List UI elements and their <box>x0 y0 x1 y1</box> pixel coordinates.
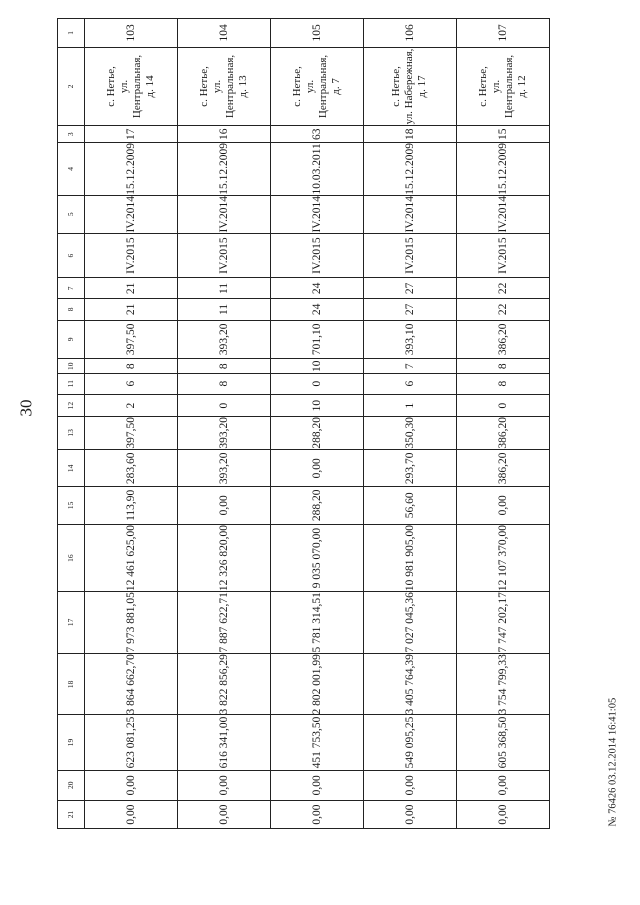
cell-value: 12 461 625,00 <box>125 524 137 591</box>
table-cell <box>85 374 178 394</box>
address-text: с. Нетье, ул. Центральная, д. 14 <box>105 54 156 118</box>
table-cell <box>457 715 550 771</box>
cell-value: 12 326 820,00 <box>218 524 230 591</box>
table-cell <box>85 19 178 48</box>
table-cell <box>457 394 550 416</box>
table-cell <box>364 233 457 277</box>
cell-value: IV.2015 <box>311 236 323 274</box>
table-cell <box>178 233 271 277</box>
table-cell <box>178 277 271 299</box>
table-cell <box>364 277 457 299</box>
cell-value: 21 <box>125 304 137 316</box>
cell-value: 12 107 370,00 <box>497 524 509 591</box>
cell-value: 21 <box>125 282 137 294</box>
table-cell <box>85 394 178 416</box>
cell-value: 27 <box>404 282 416 294</box>
data-table-sheet <box>57 18 550 829</box>
cell-value: 9 035 070,00 <box>311 527 323 589</box>
column-number-cell <box>58 591 85 653</box>
cell-value: 3 405 764,39 <box>404 653 416 715</box>
table-cell <box>364 416 457 449</box>
table-cell <box>457 374 550 394</box>
cell-value: IV.2014 <box>497 195 509 233</box>
table-cell <box>364 524 457 591</box>
cell-value: IV.2015 <box>125 236 137 274</box>
column-number: 10 <box>66 362 76 370</box>
column-number: 13 <box>66 429 76 437</box>
table-cell <box>271 524 364 591</box>
table-cell <box>364 771 457 801</box>
cell-value: 0,00 <box>311 457 323 478</box>
cell-value: 3 754 799,33 <box>497 653 509 715</box>
data-table <box>57 18 550 829</box>
table-cell <box>364 449 457 487</box>
cell-value: 63 <box>311 128 323 140</box>
table-cell <box>457 321 550 359</box>
table-cell <box>85 277 178 299</box>
table-cell <box>457 233 550 277</box>
cell-value: 15.12.2009 <box>125 143 137 195</box>
table-cell <box>271 233 364 277</box>
column-number-cell <box>58 394 85 416</box>
cell-value: 15.12.2009 <box>497 143 509 195</box>
cell-value: 0,00 <box>125 775 137 796</box>
table-cell <box>178 653 271 715</box>
table-cell <box>85 771 178 801</box>
cell-value: 393,20 <box>218 416 230 449</box>
column-number: 17 <box>66 618 76 627</box>
cell-value: IV.2014 <box>125 195 137 233</box>
address-cell <box>271 47 364 125</box>
cell-value: 56,60 <box>404 492 416 519</box>
cell-value: 7 887 622,71 <box>218 592 230 653</box>
column-number-cell <box>58 277 85 299</box>
table-cell <box>85 358 178 373</box>
table-cell <box>364 125 457 143</box>
address-cell <box>457 47 550 125</box>
cell-value: 5 781 314,51 <box>311 592 323 653</box>
cell-value: IV.2015 <box>218 236 230 274</box>
column-number: 16 <box>66 554 76 562</box>
address-cell <box>364 47 457 125</box>
column-number-cell <box>58 449 85 487</box>
table-cell <box>178 800 271 828</box>
column-number-cell <box>58 416 85 449</box>
cell-value: 701,10 <box>311 323 323 356</box>
cell-value: 10.03.2011 <box>311 143 323 195</box>
cell-value: 393,10 <box>404 323 416 356</box>
table-cell <box>178 358 271 373</box>
table-cell <box>457 487 550 525</box>
cell-value: 27 <box>404 304 416 316</box>
cell-value: 386,20 <box>497 323 509 356</box>
cell-value: 113,90 <box>125 489 137 522</box>
table-cell <box>364 653 457 715</box>
table-cell <box>271 653 364 715</box>
cell-value: 18 <box>404 128 416 140</box>
cell-value: 10 981 905,00 <box>404 524 416 591</box>
registration-stamp <box>606 608 620 828</box>
cell-value: 22 <box>497 282 509 294</box>
cell-value: 393,20 <box>218 323 230 356</box>
cell-value: 0,00 <box>218 804 230 825</box>
table-cell <box>457 416 550 449</box>
cell-value: 103 <box>125 24 137 42</box>
table-cell <box>178 715 271 771</box>
column-number: 7 <box>66 286 76 290</box>
table-cell <box>178 524 271 591</box>
table-cell <box>178 449 271 487</box>
column-number: 1 <box>66 31 76 35</box>
table-row <box>178 19 271 829</box>
cell-value: 0 <box>218 402 230 409</box>
column-number-cell <box>58 487 85 525</box>
cell-value: 104 <box>218 24 230 42</box>
table-cell <box>271 277 364 299</box>
cell-value: 397,50 <box>125 416 137 449</box>
cell-value: 0 <box>497 402 509 409</box>
cell-value: 6 <box>404 381 416 387</box>
cell-value: 8 <box>497 363 509 369</box>
address-text: с. Нетье, ул. Набережная, д. 17 <box>390 48 429 125</box>
column-number: 11 <box>66 380 76 388</box>
table-cell <box>457 299 550 321</box>
table-cell <box>271 143 364 196</box>
table-cell <box>457 449 550 487</box>
cell-value: 623 081,25 <box>125 716 137 769</box>
table-cell <box>457 195 550 233</box>
cell-value: 15.12.2009 <box>404 143 416 195</box>
table-cell <box>364 19 457 48</box>
cell-value: 3 822 856,29 <box>218 653 230 715</box>
table-cell <box>85 299 178 321</box>
table-cell <box>364 143 457 196</box>
cell-value: 2 802 001,99 <box>311 653 323 715</box>
table-cell <box>271 374 364 394</box>
table-cell <box>178 195 271 233</box>
address-text: с. Нетье, ул. Центральная, д. 13 <box>198 54 249 118</box>
cell-value: 7 973 881,05 <box>125 592 137 653</box>
table-cell <box>85 195 178 233</box>
column-number-cell <box>58 233 85 277</box>
cell-value: 8 <box>497 381 509 387</box>
cell-value: 15.12.2009 <box>218 143 230 195</box>
table-cell <box>85 487 178 525</box>
column-number: 12 <box>66 401 76 410</box>
address-text: с. Нетье, ул. Центральная, д. 7 <box>291 54 342 118</box>
cell-value: 0,00 <box>497 775 509 796</box>
stamp-text: № 76426 03.12.2014 16:41:05 <box>607 697 619 827</box>
table-cell <box>457 125 550 143</box>
table-cell <box>271 771 364 801</box>
cell-value: 8 <box>218 381 230 387</box>
cell-value: IV.2014 <box>218 195 230 233</box>
table-cell <box>178 771 271 801</box>
table-cell <box>178 487 271 525</box>
column-number-cell <box>58 800 85 828</box>
cell-value: 605 368,50 <box>497 716 509 769</box>
cell-value: 451 753,50 <box>311 716 323 769</box>
table-cell <box>364 487 457 525</box>
cell-value: 616 341,00 <box>218 716 230 769</box>
table-row <box>457 19 550 829</box>
address-cell <box>178 47 271 125</box>
table-cell <box>178 299 271 321</box>
column-number: 4 <box>66 167 76 171</box>
table-cell <box>271 715 364 771</box>
cell-value: 11 <box>218 282 230 294</box>
cell-value: 22 <box>497 304 509 316</box>
table-cell <box>364 321 457 359</box>
cell-value: 6 <box>125 381 137 387</box>
table-cell <box>85 416 178 449</box>
table-cell <box>85 321 178 359</box>
column-number: 9 <box>66 337 76 342</box>
column-number-cell <box>58 47 85 125</box>
table-cell <box>271 125 364 143</box>
table-cell <box>457 143 550 196</box>
cell-value: IV.2015 <box>404 236 416 274</box>
cell-value: 0,00 <box>311 804 323 825</box>
column-number: 15 <box>66 501 76 510</box>
cell-value: 0,00 <box>497 804 509 825</box>
table-cell <box>457 800 550 828</box>
cell-value: 393,20 <box>218 452 230 484</box>
page-number: 30 <box>16 399 36 417</box>
cell-value: IV.2015 <box>497 236 509 274</box>
table-cell <box>364 715 457 771</box>
table-cell <box>271 416 364 449</box>
cell-value: 0,00 <box>311 775 323 796</box>
table-cell <box>178 19 271 48</box>
table-cell <box>457 771 550 801</box>
column-number-cell <box>58 358 85 373</box>
cell-value: 7 747 202,17 <box>497 592 509 653</box>
column-number-cell <box>58 771 85 801</box>
cell-value: 0 <box>311 381 323 387</box>
column-number-cell <box>58 125 85 143</box>
column-number-cell <box>58 524 85 591</box>
cell-value: 8 <box>125 363 137 369</box>
table-cell <box>178 374 271 394</box>
table-cell <box>364 800 457 828</box>
cell-value: 397,50 <box>125 323 137 356</box>
cell-value: 106 <box>404 24 416 42</box>
cell-value: 15 <box>497 128 509 140</box>
cell-value: 2 <box>125 402 137 409</box>
table-cell <box>364 591 457 653</box>
table-cell <box>271 321 364 359</box>
table-cell <box>457 524 550 591</box>
table-cell <box>457 19 550 48</box>
table-row <box>364 19 457 829</box>
table-cell <box>178 394 271 416</box>
table-cell <box>457 277 550 299</box>
cell-value: 0,00 <box>497 495 509 516</box>
cell-value: 386,20 <box>497 416 509 449</box>
table-cell <box>364 299 457 321</box>
table-cell <box>178 125 271 143</box>
column-number: 18 <box>66 680 76 688</box>
cell-value: 11 <box>218 304 230 316</box>
table-cell <box>85 125 178 143</box>
cell-value: 107 <box>497 24 509 42</box>
table-cell <box>85 715 178 771</box>
cell-value: 0,00 <box>218 775 230 796</box>
cell-value: 549 095,25 <box>404 716 416 769</box>
cell-value: 0,00 <box>125 804 137 825</box>
column-number: 14 <box>66 464 76 472</box>
cell-value: 283,60 <box>125 452 137 484</box>
table-cell <box>364 374 457 394</box>
table-cell <box>85 233 178 277</box>
column-number-cell <box>58 19 85 48</box>
table-cell <box>457 653 550 715</box>
cell-value: 24 <box>311 304 323 316</box>
table-cell <box>271 19 364 48</box>
column-number: 21 <box>66 810 76 819</box>
table-cell <box>178 143 271 196</box>
column-number: 3 <box>66 132 76 136</box>
column-number: 2 <box>66 84 76 89</box>
table-cell <box>271 449 364 487</box>
table-cell <box>457 591 550 653</box>
cell-value: 17 <box>125 128 137 140</box>
cell-value: 7 <box>404 363 416 369</box>
cell-value: 293,70 <box>404 452 416 484</box>
address-text: с. Нетье, ул. Центральная, д. 12 <box>477 54 528 118</box>
table-cell <box>271 195 364 233</box>
cell-value: IV.2014 <box>311 195 323 233</box>
table-cell <box>271 591 364 653</box>
column-number: 5 <box>66 212 76 217</box>
column-number-cell <box>58 374 85 394</box>
table-cell <box>178 321 271 359</box>
table-cell <box>178 591 271 653</box>
cell-value: 7 027 045,36 <box>404 592 416 653</box>
cell-value: 288,20 <box>311 489 323 522</box>
cell-value: 24 <box>311 282 323 294</box>
cell-value: 386,20 <box>497 452 509 484</box>
cell-value: 0,00 <box>218 495 230 516</box>
cell-value: 8 <box>218 363 230 369</box>
column-number: 19 <box>66 739 76 747</box>
column-number-cell <box>58 143 85 196</box>
column-number-cell <box>58 299 85 321</box>
column-number-row <box>58 19 85 829</box>
column-number: 6 <box>66 253 76 257</box>
table-cell <box>271 394 364 416</box>
cell-value: 1 <box>404 402 416 409</box>
column-number: 20 <box>66 781 76 790</box>
table-cell <box>178 416 271 449</box>
table-cell <box>271 358 364 373</box>
column-number-cell <box>58 321 85 359</box>
table-cell <box>85 143 178 196</box>
cell-value: 0,00 <box>404 775 416 796</box>
cell-value: 288,20 <box>311 416 323 449</box>
column-number-cell <box>58 715 85 771</box>
table-cell <box>85 524 178 591</box>
cell-value: 10 <box>311 399 323 412</box>
table-cell <box>364 394 457 416</box>
table-cell <box>271 299 364 321</box>
column-number-cell <box>58 195 85 233</box>
cell-value: 3 864 662,70 <box>125 653 137 715</box>
cell-value: 16 <box>218 128 230 140</box>
cell-value: 10 <box>311 360 323 372</box>
table-row <box>271 19 364 829</box>
cell-value: 105 <box>311 24 323 42</box>
column-number-cell <box>58 653 85 715</box>
table-row <box>85 19 178 829</box>
table-cell <box>85 800 178 828</box>
table-cell <box>364 358 457 373</box>
address-cell <box>85 47 178 125</box>
cell-value: IV.2014 <box>404 195 416 233</box>
table-cell <box>85 653 178 715</box>
table-cell <box>85 591 178 653</box>
table-cell <box>85 449 178 487</box>
table-cell <box>457 358 550 373</box>
cell-value: 0,00 <box>404 804 416 825</box>
table-cell <box>271 487 364 525</box>
column-number: 8 <box>66 307 76 312</box>
table-cell <box>364 195 457 233</box>
cell-value: 350,30 <box>404 416 416 449</box>
table-cell <box>271 800 364 828</box>
